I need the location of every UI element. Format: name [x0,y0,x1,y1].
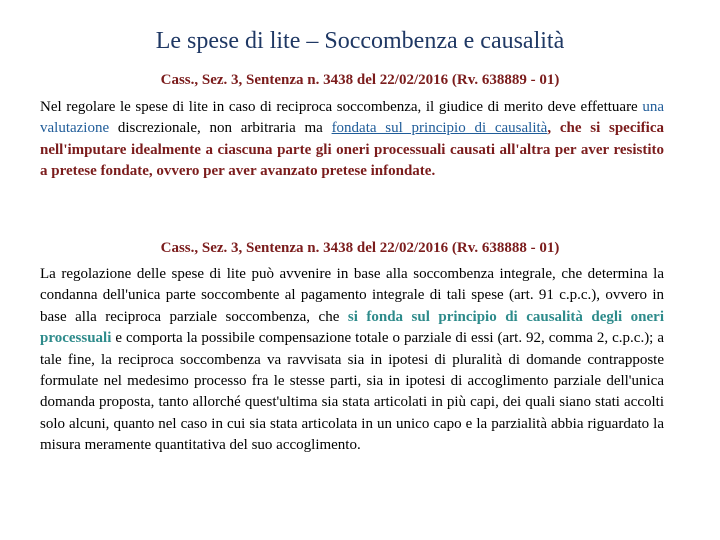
text-segment-bold: , che si specifica nell'imputare idealmente a ciascuna parte gli oneri processuali causati all'altra per aver resistito a pretese fondate, ovvero per aver avanzato pretese infondate. [40,120,664,180]
highlight-causalita: fondata sul principio di causalità [331,120,548,137]
judgment-text-2 [40,264,664,457]
text-segment: La regolazione delle spese di lite può avvenire in base alla soccombenza integrale, che determina la condanna dell'unica parte soccombente al pagamento integrale di tali spese (art. 91 c.p.c.), ovvero in base alla reciproca parziale soccombenza, che [40,266,664,325]
judgment-reference-2: Cass., Sez. 3, Sentenza n. 3438 del 22/02/2016 (Rv. 638888 - 01) [160,240,560,256]
highlight-principio: si fonda sul principio di causalità degli oneri processuali [40,308,664,347]
text-segment: e comporta la possibile compensazione totale o parziale di essi (art. 92, comma 2, c.p.c.); a tale fine, la reciproca soccombenza va ravvisata sia in ipotesi di pluralità di domande contrapposte formulate nel medesimo processo fra le stesse parti, sia in ipotesi di accoglimento parziale dell'unica domanda proposta, tanto allorché quest'ultima sia stata articolati in più capi, dei quali siano stati accolti solo alcuni, quanto nel caso in cui sia stata articolata in un unico capo e la parzialità abbia riguardato la misura meramente quantitativa del suo accoglimento. [40,330,664,454]
text-segment: Nel regolare le spese di lite in caso di reciproca soccombenza, il giudice di merito deve effettuare [40,99,643,115]
judgment-reference-1: Cass., Sez. 3, Sentenza n. 3438 del 22/02/2016 (Rv. 638889 - 01) [160,72,560,88]
highlight-valutazione: una valutazione [40,99,664,137]
slide-title: Le spese di lite – Soccombenza e causalità [155,28,565,54]
text-segment: discrezionale, non arbitraria ma [109,120,332,137]
judgment-text-1 [40,97,664,183]
